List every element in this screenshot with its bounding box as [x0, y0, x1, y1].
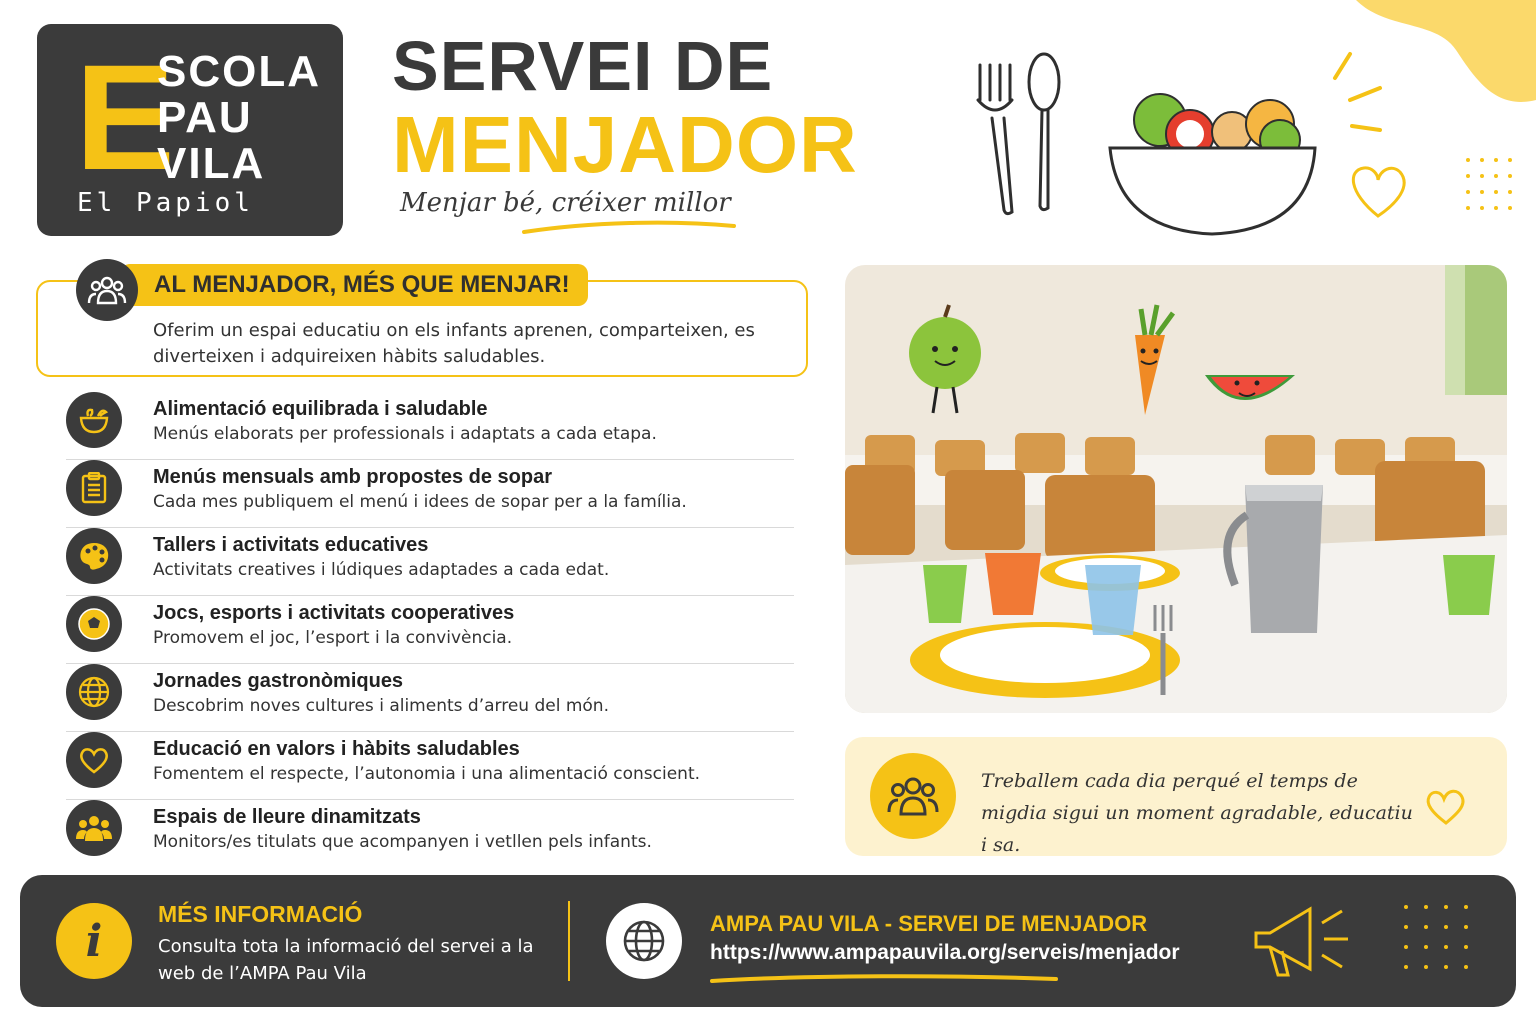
feature-desc: Menús elaborats per professionals i adaptats a cada etapa.: [153, 424, 657, 444]
link-title: AMPA PAU VILA - SERVEI DE MENJADOR: [710, 911, 1148, 936]
heart-icon: [66, 732, 122, 788]
footer: [20, 875, 1516, 1007]
dot-grid-icon: [1400, 901, 1480, 981]
megaphone-icon: [1248, 899, 1358, 985]
tagline-underline: [520, 218, 740, 238]
canteen-photo: [845, 265, 1507, 713]
tagline: Menjar bé, créixer millor: [400, 188, 731, 218]
logo-line-3: VILA: [157, 139, 266, 188]
list-item: [66, 664, 794, 732]
intro-heading: AL MENJADOR, MÉS QUE MENJAR!: [154, 271, 570, 298]
feature-desc: Descobrim noves cultures i aliments d’arreu del món.: [153, 696, 609, 716]
salad-bowl-icon: [1110, 94, 1315, 234]
heart-icon: [1353, 168, 1404, 216]
feature-desc: Promovem el joc, l’esport i la convivència.: [153, 628, 513, 648]
globe-icon: [66, 664, 122, 720]
feature-desc: Fomentem el respecte, l’autonomia i una alimentació conscient.: [153, 764, 701, 784]
list-item: [66, 800, 794, 868]
website-link[interactable]: https://www.ampapauvila.org/serveis/menjador: [710, 941, 1180, 964]
salad-bowl-icon: [66, 392, 122, 448]
footer-divider: [568, 901, 570, 981]
group-icon: [76, 259, 138, 321]
cutlery-and-salad-illustration: [960, 40, 1520, 250]
fork-icon: [978, 65, 1012, 214]
feature-list: [66, 392, 794, 868]
info-title: MÉS INFORMACIÓ: [158, 901, 363, 927]
ball-icon: [66, 596, 122, 652]
heart-icon: [1422, 785, 1470, 827]
dot-grid-icon: [1466, 158, 1512, 210]
list-item: [66, 392, 794, 460]
feature-title: Alimentació equilibrada i saludable: [153, 398, 488, 420]
info-text: Consulta tota la informació del servei a la web de l’AMPA Pau Vila: [158, 936, 534, 984]
feature-title: Menús mensuals amb propostes de sopar: [153, 466, 552, 488]
feature-title: Tallers i activitats educatives: [153, 534, 429, 556]
globe-icon: [606, 903, 682, 979]
group-icon: [870, 753, 956, 839]
clipboard-icon: [66, 460, 122, 516]
list-item: [66, 596, 794, 664]
list-item: [66, 460, 794, 528]
feature-desc: Activitats creatives i lúdiques adaptades a cada edat.: [153, 560, 610, 580]
spoon-icon: [1029, 54, 1059, 210]
sparkle-icon: [1335, 54, 1380, 130]
school-logo: [37, 24, 343, 236]
info-icon: i: [56, 903, 132, 979]
logo-letter: E: [75, 33, 176, 201]
group-icon: [66, 800, 122, 856]
callout-text: Treballem cada dia perqué el temps de migdia sigui un moment agradable, educatiu i sa.: [981, 770, 1413, 856]
logo-line-2: PAU: [157, 93, 253, 142]
logo-town: El Papiol: [77, 188, 254, 218]
list-item: [66, 732, 794, 800]
page-title-line-1: SERVEI DE: [392, 27, 774, 105]
logo-line-1: SCOLA: [157, 47, 321, 96]
list-item: [66, 528, 794, 596]
page-title-line-2: MENJADOR: [392, 100, 858, 189]
palette-icon: [66, 528, 122, 584]
link-underline: [710, 973, 1060, 985]
feature-desc: Cada mes publiquem el menú i idees de sopar per a la família.: [153, 492, 687, 512]
feature-desc: Monitors/es titulats que acompanyen i vetllen pels infants.: [153, 832, 652, 852]
intro-heading-pill: [120, 264, 588, 306]
feature-title: Jocs, esports i activitats cooperatives: [153, 602, 515, 624]
callout-box: [845, 737, 1507, 856]
intro-text: Oferim un espai educatiu on els infants aprenen, comparteixen, es diverteixen i adquireixen hàbits saludables.: [153, 320, 755, 367]
feature-title: Espais de lleure dinamitzats: [153, 806, 421, 828]
feature-title: Educació en valors i hàbits saludables: [153, 738, 520, 760]
feature-title: Jornades gastronòmiques: [153, 670, 404, 692]
